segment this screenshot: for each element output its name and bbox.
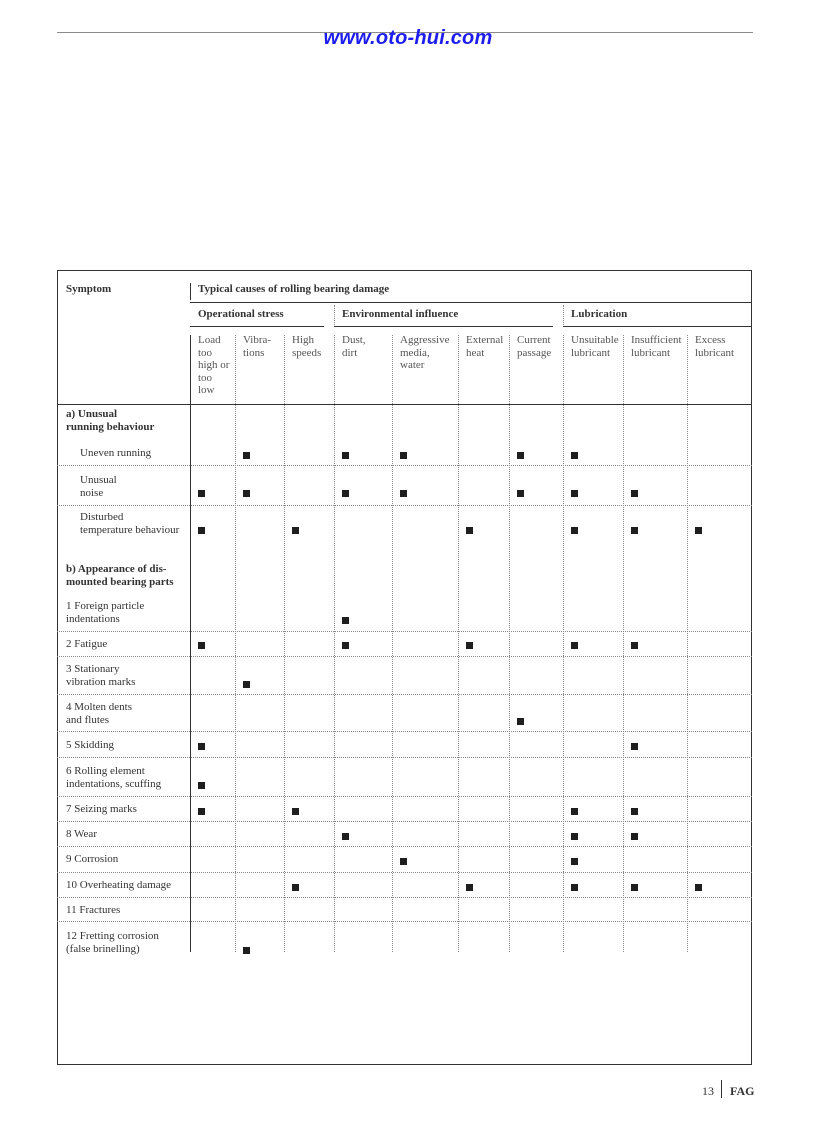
row-separator bbox=[57, 897, 752, 898]
cause-marker bbox=[243, 681, 250, 688]
column-header: External heat bbox=[466, 334, 504, 359]
cause-marker bbox=[571, 808, 578, 815]
cause-marker bbox=[243, 947, 250, 954]
row-label: 3 Stationary vibration marks bbox=[66, 663, 136, 688]
site-url-watermark[interactable]: www.oto-hui.com bbox=[323, 27, 493, 49]
cause-marker bbox=[571, 642, 578, 649]
column-line bbox=[235, 335, 236, 952]
section-title: a) Unusual running behaviour bbox=[66, 408, 155, 433]
group-rule-lubrication bbox=[563, 326, 752, 327]
cause-marker bbox=[466, 527, 473, 534]
cause-marker bbox=[517, 490, 524, 497]
row-label: 4 Molten dents and flutes bbox=[66, 701, 132, 726]
column-line bbox=[563, 335, 564, 952]
cause-marker bbox=[631, 490, 638, 497]
row-label: 9 Corrosion bbox=[66, 853, 119, 865]
cause-marker bbox=[695, 884, 702, 891]
cause-marker bbox=[466, 642, 473, 649]
group-divider bbox=[334, 305, 335, 325]
column-line bbox=[284, 335, 285, 952]
page-number: 13 bbox=[702, 1084, 714, 1098]
symptom-header: Symptom bbox=[66, 283, 112, 295]
column-line bbox=[509, 335, 510, 952]
row-label: Unusual noise bbox=[80, 474, 117, 499]
cause-marker bbox=[342, 452, 349, 459]
causes-header-rule bbox=[190, 302, 752, 303]
row-separator bbox=[57, 921, 752, 922]
cause-marker bbox=[400, 858, 407, 865]
cause-marker bbox=[342, 833, 349, 840]
table-frame bbox=[57, 270, 752, 1065]
row-label: 6 Rolling element indentations, scuffing bbox=[66, 765, 162, 790]
row-separator bbox=[57, 757, 752, 758]
group-header: Lubrication bbox=[571, 308, 628, 320]
group-header: Environmental influence bbox=[342, 308, 459, 320]
cause-marker bbox=[342, 490, 349, 497]
cause-marker bbox=[400, 490, 407, 497]
header-divider bbox=[190, 283, 191, 300]
cause-marker bbox=[571, 858, 578, 865]
cause-marker bbox=[631, 884, 638, 891]
cause-marker bbox=[198, 782, 205, 789]
row-label: 8 Wear bbox=[66, 828, 97, 840]
column-header: Vibra- tions bbox=[243, 334, 272, 359]
cause-marker bbox=[571, 833, 578, 840]
column-line bbox=[190, 335, 191, 952]
column-header: Insufficient lubricant bbox=[631, 334, 682, 359]
cause-marker bbox=[631, 642, 638, 649]
row-separator bbox=[57, 846, 752, 847]
cause-marker bbox=[571, 452, 578, 459]
group-rule-operational bbox=[190, 326, 324, 327]
cause-marker bbox=[292, 527, 299, 534]
column-line bbox=[392, 335, 393, 952]
row-label: 12 Fretting corrosion (false brinelling) bbox=[66, 930, 159, 955]
row-label: 2 Fatigue bbox=[66, 638, 108, 650]
cause-marker bbox=[631, 808, 638, 815]
row-separator bbox=[57, 821, 752, 822]
cause-marker bbox=[198, 490, 205, 497]
header-bottom-rule bbox=[57, 404, 752, 405]
column-header: Excess lubricant bbox=[695, 334, 735, 359]
cause-marker bbox=[198, 808, 205, 815]
brand-label: FAG bbox=[730, 1084, 755, 1098]
row-label: Uneven running bbox=[80, 447, 152, 459]
cause-marker bbox=[695, 527, 702, 534]
footer-divider bbox=[721, 1080, 722, 1098]
row-label: Disturbed temperature behaviour bbox=[80, 511, 180, 536]
cause-marker bbox=[631, 743, 638, 750]
row-separator bbox=[57, 465, 752, 466]
column-header: Aggressive media, water bbox=[400, 334, 450, 371]
column-line bbox=[687, 335, 688, 952]
column-line bbox=[334, 335, 335, 952]
cause-marker bbox=[292, 884, 299, 891]
cause-marker bbox=[198, 743, 205, 750]
cause-marker bbox=[243, 452, 250, 459]
cause-marker bbox=[198, 527, 205, 534]
cause-marker bbox=[292, 808, 299, 815]
cause-marker bbox=[243, 490, 250, 497]
row-separator bbox=[57, 796, 752, 797]
cause-marker bbox=[631, 833, 638, 840]
causes-header: Typical causes of rolling bearing damage bbox=[198, 283, 390, 295]
cause-marker bbox=[631, 527, 638, 534]
row-label: 7 Seizing marks bbox=[66, 803, 137, 815]
cause-marker bbox=[517, 452, 524, 459]
column-header: Load too high or too low bbox=[198, 334, 230, 396]
row-separator bbox=[57, 694, 752, 695]
column-header: Dust, dirt bbox=[342, 334, 366, 359]
cause-marker bbox=[466, 884, 473, 891]
cause-marker bbox=[400, 452, 407, 459]
cause-marker bbox=[342, 642, 349, 649]
row-separator bbox=[57, 656, 752, 657]
group-header: Operational stress bbox=[198, 308, 284, 320]
cause-marker bbox=[198, 642, 205, 649]
column-line bbox=[623, 335, 624, 952]
cause-marker bbox=[517, 718, 524, 725]
row-label: 5 Skidding bbox=[66, 739, 114, 751]
group-rule-environmental bbox=[334, 326, 553, 327]
row-separator bbox=[57, 731, 752, 732]
column-line bbox=[458, 335, 459, 952]
cause-marker bbox=[342, 617, 349, 624]
row-separator bbox=[57, 872, 752, 873]
row-separator bbox=[57, 505, 752, 506]
column-header: High speeds bbox=[292, 334, 322, 359]
cause-marker bbox=[571, 490, 578, 497]
group-divider bbox=[563, 305, 564, 325]
row-separator bbox=[57, 631, 752, 632]
row-label: 1 Foreign particle indentations bbox=[66, 600, 145, 625]
cause-marker bbox=[571, 884, 578, 891]
column-header: Current passage bbox=[517, 334, 552, 359]
row-label: 10 Overheating damage bbox=[66, 879, 172, 891]
section-title: b) Appearance of dis- mounted bearing parts bbox=[66, 563, 174, 588]
cause-marker bbox=[571, 527, 578, 534]
row-label: 11 Fractures bbox=[66, 904, 121, 916]
column-header: Unsuitable lubricant bbox=[571, 334, 619, 359]
